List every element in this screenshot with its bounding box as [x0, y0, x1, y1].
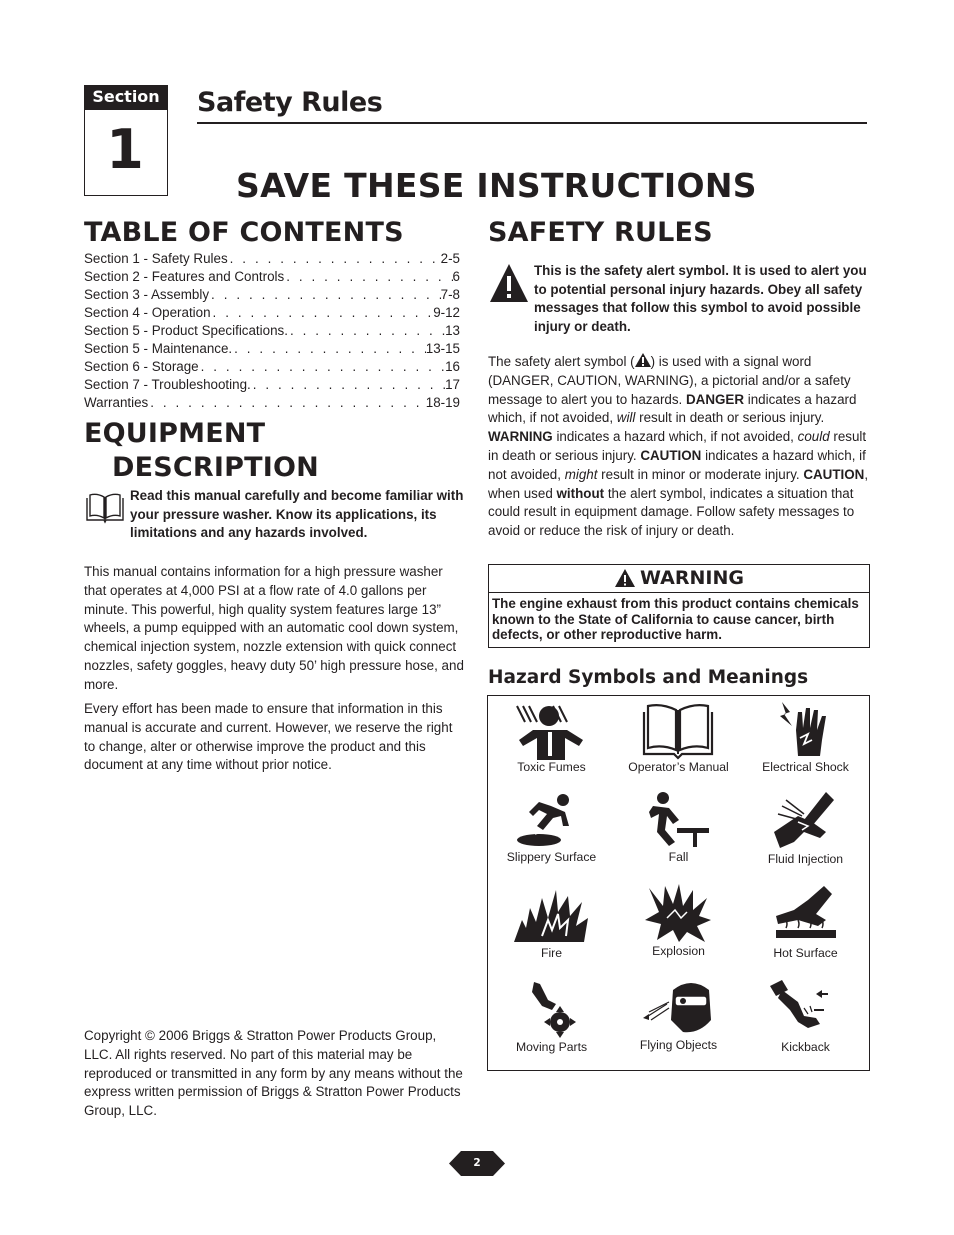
- toc-entry-page: 2-5: [440, 251, 460, 266]
- toc-entry-label: Section 6 - Storage: [84, 359, 199, 374]
- hot-surface-icon: [768, 884, 844, 944]
- toc-entry-label: Section 5 - Product Specifications.: [84, 323, 288, 338]
- hazard-label: Fire: [541, 946, 562, 960]
- hazard-item: [615, 976, 742, 1070]
- toc-entry: [84, 304, 460, 322]
- toc-leader-dots: [288, 322, 445, 340]
- hazard-label: Fluid Injection: [767, 852, 844, 866]
- hazard-label: Toxic Fumes: [517, 760, 586, 774]
- warning-text: The engine exhaust from this product contains chemicals known to the State of California to cause cancer, birth defects, or other reproductive harm.: [492, 596, 859, 643]
- toc-leader-dots: [228, 250, 441, 268]
- toc-leader-dots: [199, 358, 445, 376]
- warning-heading: WARNING: [640, 567, 744, 589]
- toc-leader-dots: [209, 286, 441, 304]
- slippery-surface-icon: [511, 792, 591, 852]
- hazard-label: Operator’s Manual: [628, 760, 729, 774]
- toc-entry-label: Section 2 - Features and Controls: [84, 269, 285, 284]
- operators-manual-icon: [638, 702, 718, 760]
- toc-entry: [84, 286, 460, 304]
- toc-entry-page: 17: [445, 377, 460, 392]
- toc-entry: [84, 268, 460, 286]
- signal-word-paragraph: The safety alert symbol ( ) is used with a signal word (DANGER, CAUTION, WARNING), a pictorial and/or a safety message to alert you to hazards. DANGER indicates a hazard which, if not avoided, will result in death or serious injury. WARNING indicates a hazard which, if not avoided, could result in death or serious injury. CAUTION indicates a hazard which, if not avoided, might result in minor or moderate injury. CAUTION, when used without the alert symbol, indicates a situation that could result in equipment damage. Follow safety messages to avoid or reduce the risk of injury or death.: [488, 354, 869, 539]
- page-header-title: Safety Rules: [197, 87, 383, 118]
- fire-icon: [512, 884, 592, 944]
- electrical-shock-icon: [770, 700, 840, 760]
- table-of-contents: [84, 250, 460, 412]
- hazard-item: [488, 788, 615, 882]
- toc-entry-page: 7-8: [440, 287, 460, 302]
- toc-heading: TABLE OF CONTENTS: [84, 217, 404, 248]
- toxic-fumes-icon: [511, 702, 591, 762]
- flying-objects-icon: [639, 980, 719, 1040]
- toc-entry-page: 13: [445, 323, 460, 338]
- warning-alert-icon: [614, 568, 636, 588]
- safety-alert-statement: This is the safety alert symbol. It is used to alert you to potential personal injury hazards. Obey all safety messages that follow this symbol to avoid possible injury or death.: [534, 263, 867, 334]
- toc-entry-label: Section 1 - Safety Rules: [84, 251, 228, 266]
- equipment-heading-line1: EQUIPMENT: [84, 418, 266, 449]
- equipment-paragraph-2: Every effort has been made to ensure that information in this manual is accurate and current. However, we reserve the right to change, alter or otherwise improve the product and this document at any time without prior notice.: [84, 701, 453, 773]
- toc-entry-page: 6: [452, 269, 460, 284]
- toc-entry: [84, 394, 460, 412]
- hazard-label: Kickback: [781, 1040, 830, 1054]
- toc-leader-dots: [211, 304, 434, 322]
- hazard-label: Electrical Shock: [762, 760, 849, 774]
- hazard-label: Hot Surface: [773, 946, 838, 960]
- toc-entry-page: 18-19: [425, 395, 460, 410]
- hazard-item: [742, 882, 869, 976]
- toc-entry-label: Section 3 - Assembly: [84, 287, 210, 302]
- toc-entry-page: 16: [445, 359, 460, 374]
- warning-header: [488, 564, 870, 593]
- toc-entry-label: Section 7 - Troubleshooting.: [84, 377, 251, 392]
- toc-leader-dots: [232, 340, 426, 358]
- hazard-item: [742, 696, 869, 788]
- hazard-label: Moving Parts: [515, 1040, 588, 1054]
- kickback-icon: [768, 980, 844, 1040]
- section-number: 1: [106, 118, 144, 181]
- fall-icon: [643, 790, 713, 850]
- hazard-item: [742, 976, 869, 1070]
- toc-entry: [84, 376, 460, 394]
- hazard-symbols-grid: [487, 695, 870, 1071]
- toc-entry-page: 13-15: [425, 341, 460, 356]
- toc-entry-label: Section 4 - Operation: [84, 305, 211, 320]
- toc-leader-dots: [148, 394, 426, 412]
- copyright-notice: Copyright © 2006 Briggs & Stratton Power Products Group, LLC. All rights reserved. No part of this material may be reproduced or transmitted in any form by any means without the express written permission of Briggs & Stratton Power Products Group, LLC.: [84, 1028, 463, 1119]
- main-title: SAVE THESE INSTRUCTIONS: [236, 166, 757, 205]
- toc-entry: [84, 250, 460, 268]
- hazard-item: [742, 788, 869, 882]
- hazard-item: [615, 788, 742, 882]
- equipment-heading-line2: DESCRIPTION: [112, 452, 319, 483]
- fluid-injection-icon: [768, 792, 844, 852]
- toc-entry-page: 9-12: [433, 305, 460, 320]
- hazard-item: [488, 882, 615, 976]
- explosion-icon: [643, 884, 713, 944]
- toc-entry: [84, 322, 460, 340]
- toc-entry: [84, 340, 460, 358]
- hazard-item: [615, 696, 742, 788]
- header-divider: [197, 122, 867, 124]
- hazard-symbols-heading: Hazard Symbols and Meanings: [488, 667, 809, 688]
- moving-parts-icon: [518, 982, 588, 1042]
- hazard-label: Fall: [668, 850, 689, 864]
- toc-entry: [84, 358, 460, 376]
- page-number: 2: [473, 1157, 481, 1169]
- toc-leader-dots: [251, 376, 445, 394]
- hazard-label: Flying Objects: [639, 1038, 718, 1052]
- toc-entry-label: Warranties: [84, 395, 149, 410]
- toc-leader-dots: [284, 268, 452, 286]
- hazard-item: [488, 696, 615, 788]
- safety-alert-icon: [488, 262, 530, 304]
- manual-book-icon: [84, 492, 126, 524]
- toc-entry-label: Section 5 - Maintenance.: [84, 341, 233, 356]
- read-manual-notice: Read this manual carefully and become familiar with your pressure washer. Know its applications, its limitations and any hazards involved.: [130, 488, 464, 541]
- inline-alert-icon: [635, 353, 651, 367]
- hazard-label: Slippery Surface: [506, 850, 597, 864]
- hazard-item: [488, 976, 615, 1070]
- equipment-paragraph-1: This manual contains information for a high pressure washer that operates at 4,000 PSI at a flow rate of 4.0 gallons per minute. This powerful, high quality system features large 13” wheels, a pump equipped with an automatic cool down system, chemical injection system, nozzle extension with quick connect nozzles, safety goggles, heavy duty 50’ high pressure hose, and more.: [84, 564, 464, 692]
- section-label: Section: [84, 85, 168, 109]
- hazard-label: Explosion: [652, 944, 705, 958]
- safety-rules-heading: SAFETY RULES: [488, 217, 713, 248]
- hazard-item: [615, 882, 742, 976]
